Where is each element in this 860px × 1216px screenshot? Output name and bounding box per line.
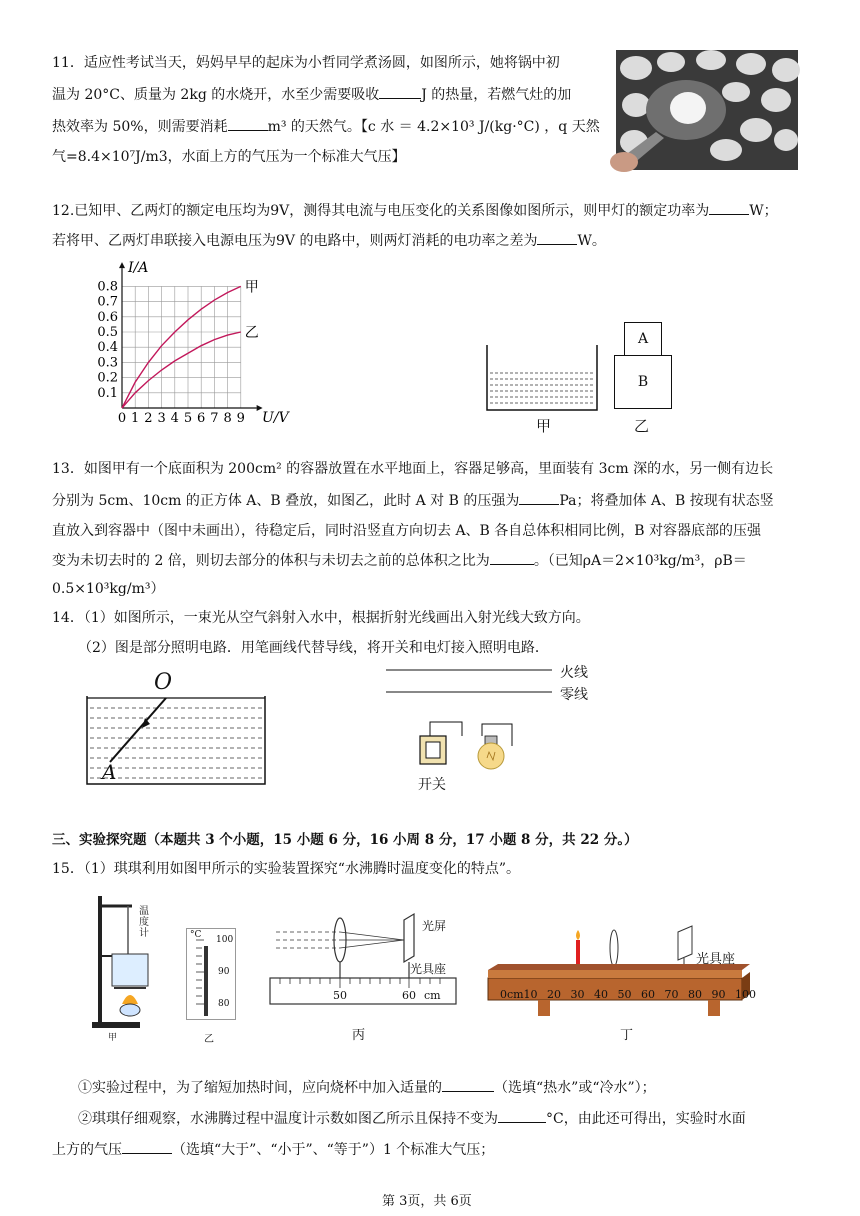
block-b: B <box>614 355 672 409</box>
page-number: 第 3页，共 6页 <box>382 1194 472 1209</box>
q15-sub1 <box>78 1077 656 1097</box>
y-tick-label: 0.8 <box>97 279 118 295</box>
bench-scale-tick: 0cm <box>500 988 524 1001</box>
text: Pa；将叠加体 A、B 按现有状态竖 <box>559 493 774 509</box>
text: 变为未切去时的 2 倍，则切去部分的体积与未切去之前的总体积之比为 <box>52 553 490 569</box>
y-axis-label: I/A <box>128 260 149 277</box>
q15-sub2 <box>78 1108 746 1128</box>
bench-scale-tick: 50 <box>617 988 632 1001</box>
point-a-label: A <box>102 760 117 784</box>
q12-line1 <box>52 200 778 220</box>
bench-scale-tick: 10 <box>523 988 538 1001</box>
thermo-tick-90: 90 <box>218 967 230 977</box>
answer-blank[interactable] <box>122 1139 172 1154</box>
y-tick-label: 0.4 <box>97 340 118 356</box>
thermo-tick-80: 80 <box>218 999 230 1009</box>
bench-scale-tick: 60 <box>641 988 655 1001</box>
bench-scale-tick: 30 <box>570 988 585 1001</box>
q12-line2 <box>52 230 606 250</box>
tangyuan-photo <box>616 50 798 170</box>
fig-ding-label: 丁 <box>620 1028 634 1043</box>
q15-sub3 <box>52 1139 494 1159</box>
bench-scale-tick: 100 <box>735 988 756 1001</box>
bench-scale-tick: 70 <box>664 988 679 1001</box>
thermometer-ticks <box>196 932 216 1018</box>
fig-yi-label: 乙 <box>204 1034 214 1045</box>
optical-bench-figure <box>486 926 754 1022</box>
answer-blank[interactable] <box>498 1108 546 1123</box>
q14-line1: 14．（1）如图所示，一束光从空气斜射入水中，根据折射光线画出入射光线大致方向。 <box>52 610 590 626</box>
text: m³ 的天然气。【c 水 ＝ 4.2×10³ J/(kg·°C) ，q 天然 <box>267 119 600 135</box>
x-tick-label: 2 <box>144 411 153 426</box>
x-tick-label: 9 <box>236 411 245 426</box>
x-tick-label: 7 <box>210 411 219 426</box>
x-axis-label: U/V <box>261 410 289 426</box>
fig-jia-label: 甲 <box>108 1033 118 1043</box>
container-figure <box>486 340 598 415</box>
answer-blank[interactable] <box>709 200 749 215</box>
text: ②琪琪仔细观察，水沸腾过程中温度计示数如图乙所示且保持不变为 <box>78 1111 498 1127</box>
section-title: 三、实验探究题（本题共 3 个小题，15 小题 6 分，16 小周 8 分，17 小题 8 分，共 22 分。） <box>52 832 638 848</box>
ruler-tick-60: 60 <box>402 989 416 1002</box>
text: 若将甲、乙两灯串联接入电源电压为9V 的电路中，则两灯消耗的电功率之差为 <box>52 233 538 249</box>
x-tick-label: 5 <box>183 411 193 426</box>
text: W。 <box>577 233 606 249</box>
point-o-label: O <box>154 670 173 695</box>
text: 热效率为 50%，则需要消耗 <box>52 119 228 135</box>
text: 分别为 5cm、10cm 的正方体 A、B 叠放，如图乙，此时 A 对 B 的压强为 <box>52 493 520 509</box>
x-tick-label: 3 <box>157 411 166 426</box>
series-label: 甲 <box>244 279 259 296</box>
q14-line2: （2）图是部分照明电路．用笔画线代替导线，将开关和电灯接入照明电路． <box>78 640 549 656</box>
q11-line3 <box>52 116 600 136</box>
ruler-tick-50: 50 <box>333 989 347 1002</box>
y-tick-label: 0.6 <box>97 309 118 325</box>
text: 12.已知甲、乙两灯的额定电压均为9V，测得其电流与电压变化的关系图像如图所示，则甲灯的额定功率为 <box>52 203 710 219</box>
fig-label-yi: 乙 <box>634 417 650 435</box>
text: J 的热量，若燃气灶的加 <box>421 87 572 103</box>
answer-blank[interactable] <box>379 84 421 99</box>
q13-line1: 13．如图甲有一个底面积为 200cm² 的容器放置在水平地面上，容器足够高，里面装有 3cm 深的水，另一侧有边长 <box>52 461 774 477</box>
text: °C，由此还可得出，实验时水面 <box>546 1111 746 1127</box>
x-tick-label: 6 <box>197 411 206 426</box>
thermometer-label: 温度计 <box>139 906 149 939</box>
neutral-wire-label: 零线 <box>560 687 588 703</box>
y-tick-label: 0.3 <box>97 355 118 371</box>
answer-blank[interactable] <box>519 490 559 505</box>
answer-blank[interactable] <box>228 116 268 131</box>
text: 上方的气压 <box>52 1142 122 1158</box>
bench-seat-label: 光具座 <box>696 952 736 967</box>
y-tick-label: 0.5 <box>97 325 118 340</box>
q11-line1: 11．适应性考试当天，妈妈早早的起床为小哲同学煮汤圆，如图所示，她将锅中初 <box>52 55 560 71</box>
circuit-figure <box>384 662 564 782</box>
answer-blank[interactable] <box>537 230 577 245</box>
series-label: 乙 <box>244 325 259 341</box>
q13-line3: 直放入到容器中（图中未画出），待稳定后，同时沿竖直方向切去 A、B 各自总体积相同比例，B 对容器底部的压强 <box>52 523 762 539</box>
text: ①实验过程中，为了缩短加热时间，应向烧杯中加入适量的 <box>78 1080 442 1096</box>
q13-line4 <box>52 550 747 570</box>
answer-blank[interactable] <box>442 1077 494 1092</box>
q15-line1: 15．（1）琪琪利用如图甲所示的实验装置探究“水沸腾时温度变化的特点”。 <box>52 861 521 877</box>
bench-scale-tick: 90 <box>711 988 726 1001</box>
ruler-unit: cm <box>424 989 441 1002</box>
bench-scale-tick: 40 <box>594 988 608 1001</box>
bench-scale-tick: 20 <box>547 988 561 1001</box>
text: （选填“热水”或“冷水”）； <box>494 1080 656 1096</box>
fig-label-jia: 甲 <box>536 417 552 435</box>
x-tick-label: 4 <box>170 411 179 426</box>
q13-line2 <box>52 490 774 510</box>
q11-line4: 气=8.4×10⁷J/m3，水面上方的气压为一个标准大气压】 <box>52 149 406 165</box>
text: （选填“大于”、“小于”、“等于”）1 个标准大气压； <box>172 1142 495 1158</box>
y-tick-label: 0.7 <box>97 294 118 310</box>
switch-label: 开关 <box>418 777 446 793</box>
y-axis-arrow <box>119 262 125 268</box>
text: 温为 20°C、质量为 2kg 的水烧开，水至少需要吸收 <box>52 87 380 103</box>
text: W； <box>749 203 778 219</box>
lens-seat-label: 光具座 <box>410 962 447 976</box>
iv-chart <box>90 262 310 432</box>
x-tick-label: 1 <box>131 411 140 426</box>
fire-wire-label: 火线 <box>560 665 588 681</box>
thermometer-unit: °C <box>190 930 202 940</box>
q13-line5: 0.5×10³kg/m³） <box>52 581 165 597</box>
q11-line2 <box>52 84 571 104</box>
thermo-tick-100: 100 <box>216 935 234 945</box>
x-tick-label: 0 <box>117 411 127 426</box>
fig-bing-label: 丙 <box>352 1028 366 1043</box>
y-tick-label: 0.1 <box>97 385 118 401</box>
x-tick-label: 8 <box>223 411 232 426</box>
bench-scale-tick: 80 <box>688 988 702 1001</box>
block-a: A <box>624 322 662 356</box>
y-tick-label: 0.2 <box>97 370 118 386</box>
text: 。（已知ρA＝2×10³kg/m³，ρB＝ <box>533 553 747 569</box>
series-line <box>122 332 241 408</box>
screen-label: 光屏 <box>422 919 447 933</box>
answer-blank[interactable] <box>490 550 534 565</box>
